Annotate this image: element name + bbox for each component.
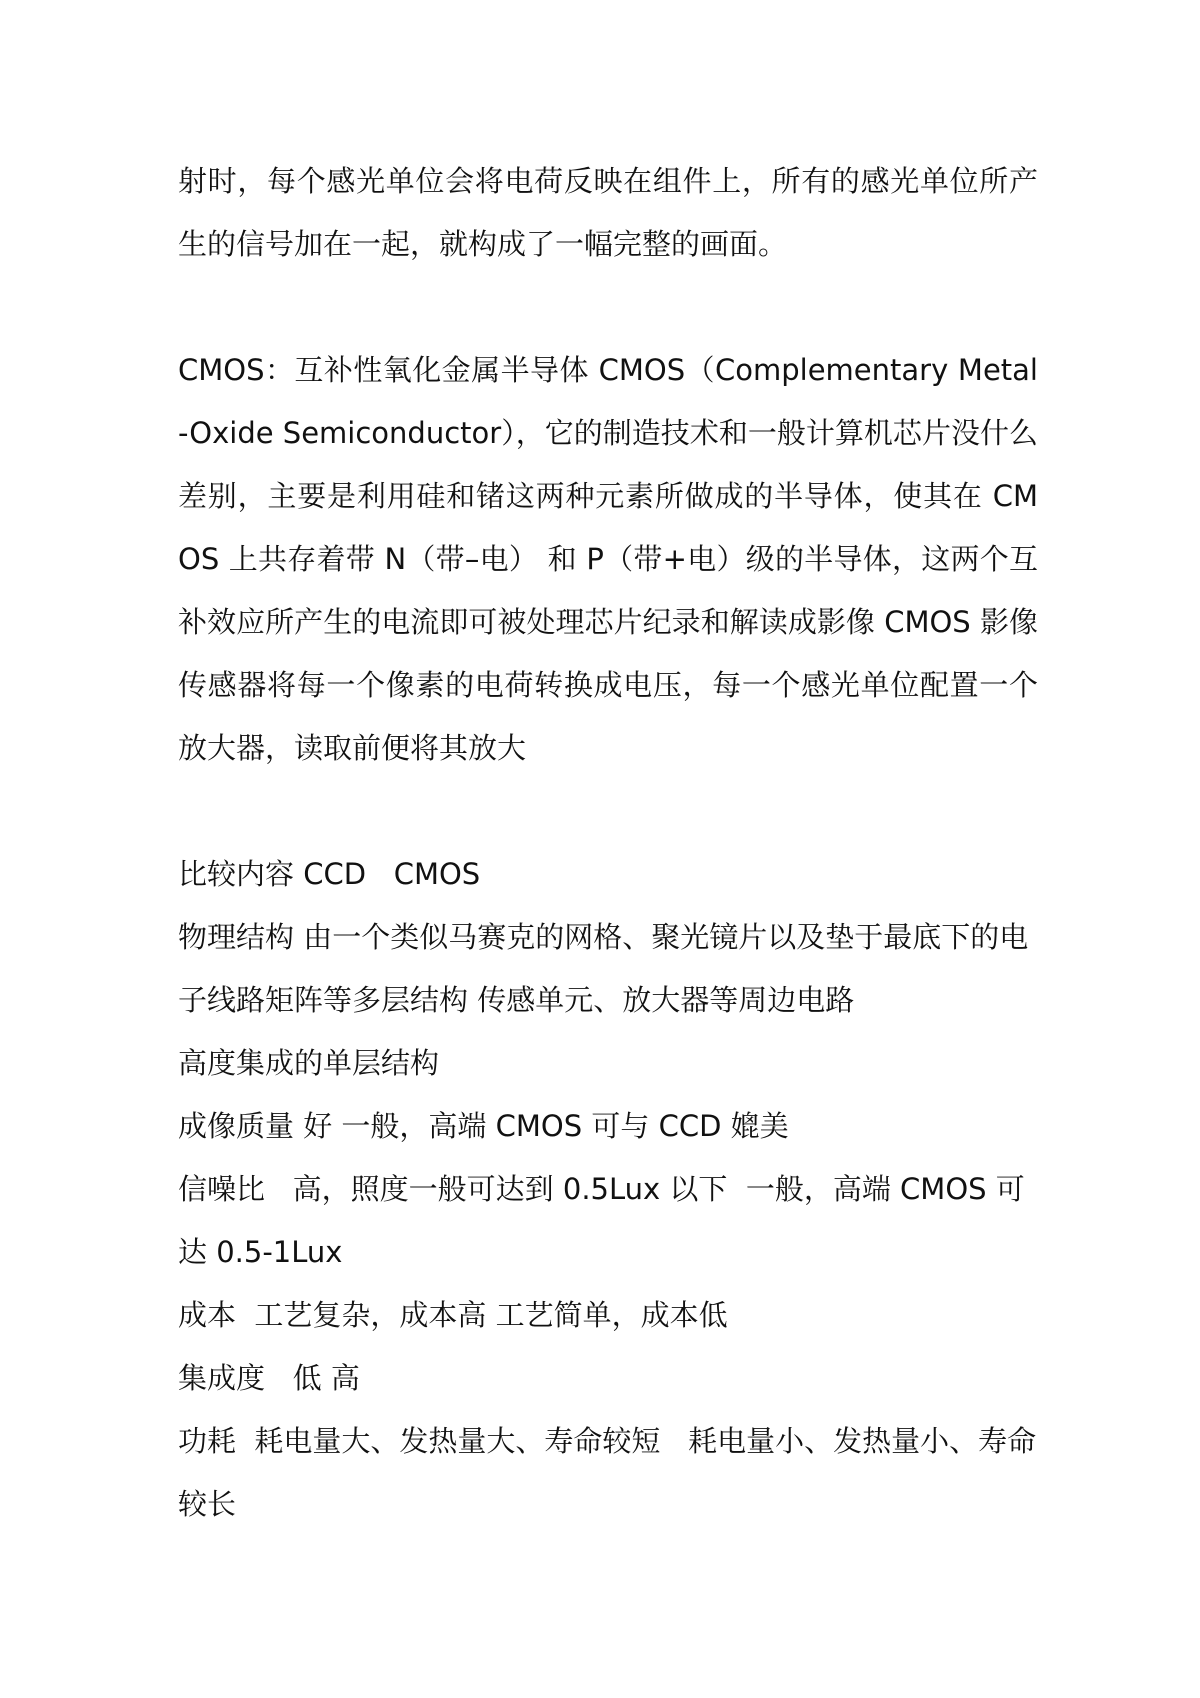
paragraph-ccd-ending: 射时，每个感光单位会将电荷反映在组件上，所有的感光单位所产生的信号加在一起，就构成了一幅完整的画面。 [178,164,1038,261]
comparison-row-power: 功耗 耗电量大、发热量大、寿命较短 耗电量小、发热量小、寿命较长 [178,1424,1037,1521]
document-body [178,150,1038,1536]
comparison-row-cost: 成本 工艺复杂，成本高 工艺简单，成本低 [178,1298,728,1332]
paragraph-cmos-description: CMOS：互补性氧化金属半导体 CMOS（Complementary Metal-Oxide Semiconductor），它的制造技术和一般计算机芯片没什么差别，主要是利用硅和锗这两种元素所做成的半导体，使其在 CMOS 上共存着带 N（带–电） 和 P（带+电）级的半导体，这两个互补效应所产生的电流即可被处理芯片纪录和解读成影像 CMOS 影像传感器将每一个像素的电荷转换成电压，每一个感光单位配置一个放大器，读取前便将其放大 [178,353,1038,765]
comparison-header: 比较内容 CCD CMOS [178,857,481,891]
comparison-row-snr: 信噪比 高，照度一般可达到 0.5Lux 以下 一般，高端 CMOS 可达 0.5-1Lux [178,1172,1025,1269]
comparison-row-image-quality: 成像质量 好 一般，高端 CMOS 可与 CCD 媲美 [178,1109,789,1143]
comparison-row-integration: 集成度 低 高 [178,1361,360,1395]
paragraph-gap [178,780,1038,843]
comparison-row-physical-structure-cont: 高度集成的单层结构 [178,1046,440,1080]
comparison-row-physical-structure: 物理结构 由一个类似马赛克的网格、聚光镜片以及垫于最底下的电子线路矩阵等多层结构 传感单元、放大器等周边电路 [178,920,1029,1017]
paragraph-gap [178,276,1038,339]
